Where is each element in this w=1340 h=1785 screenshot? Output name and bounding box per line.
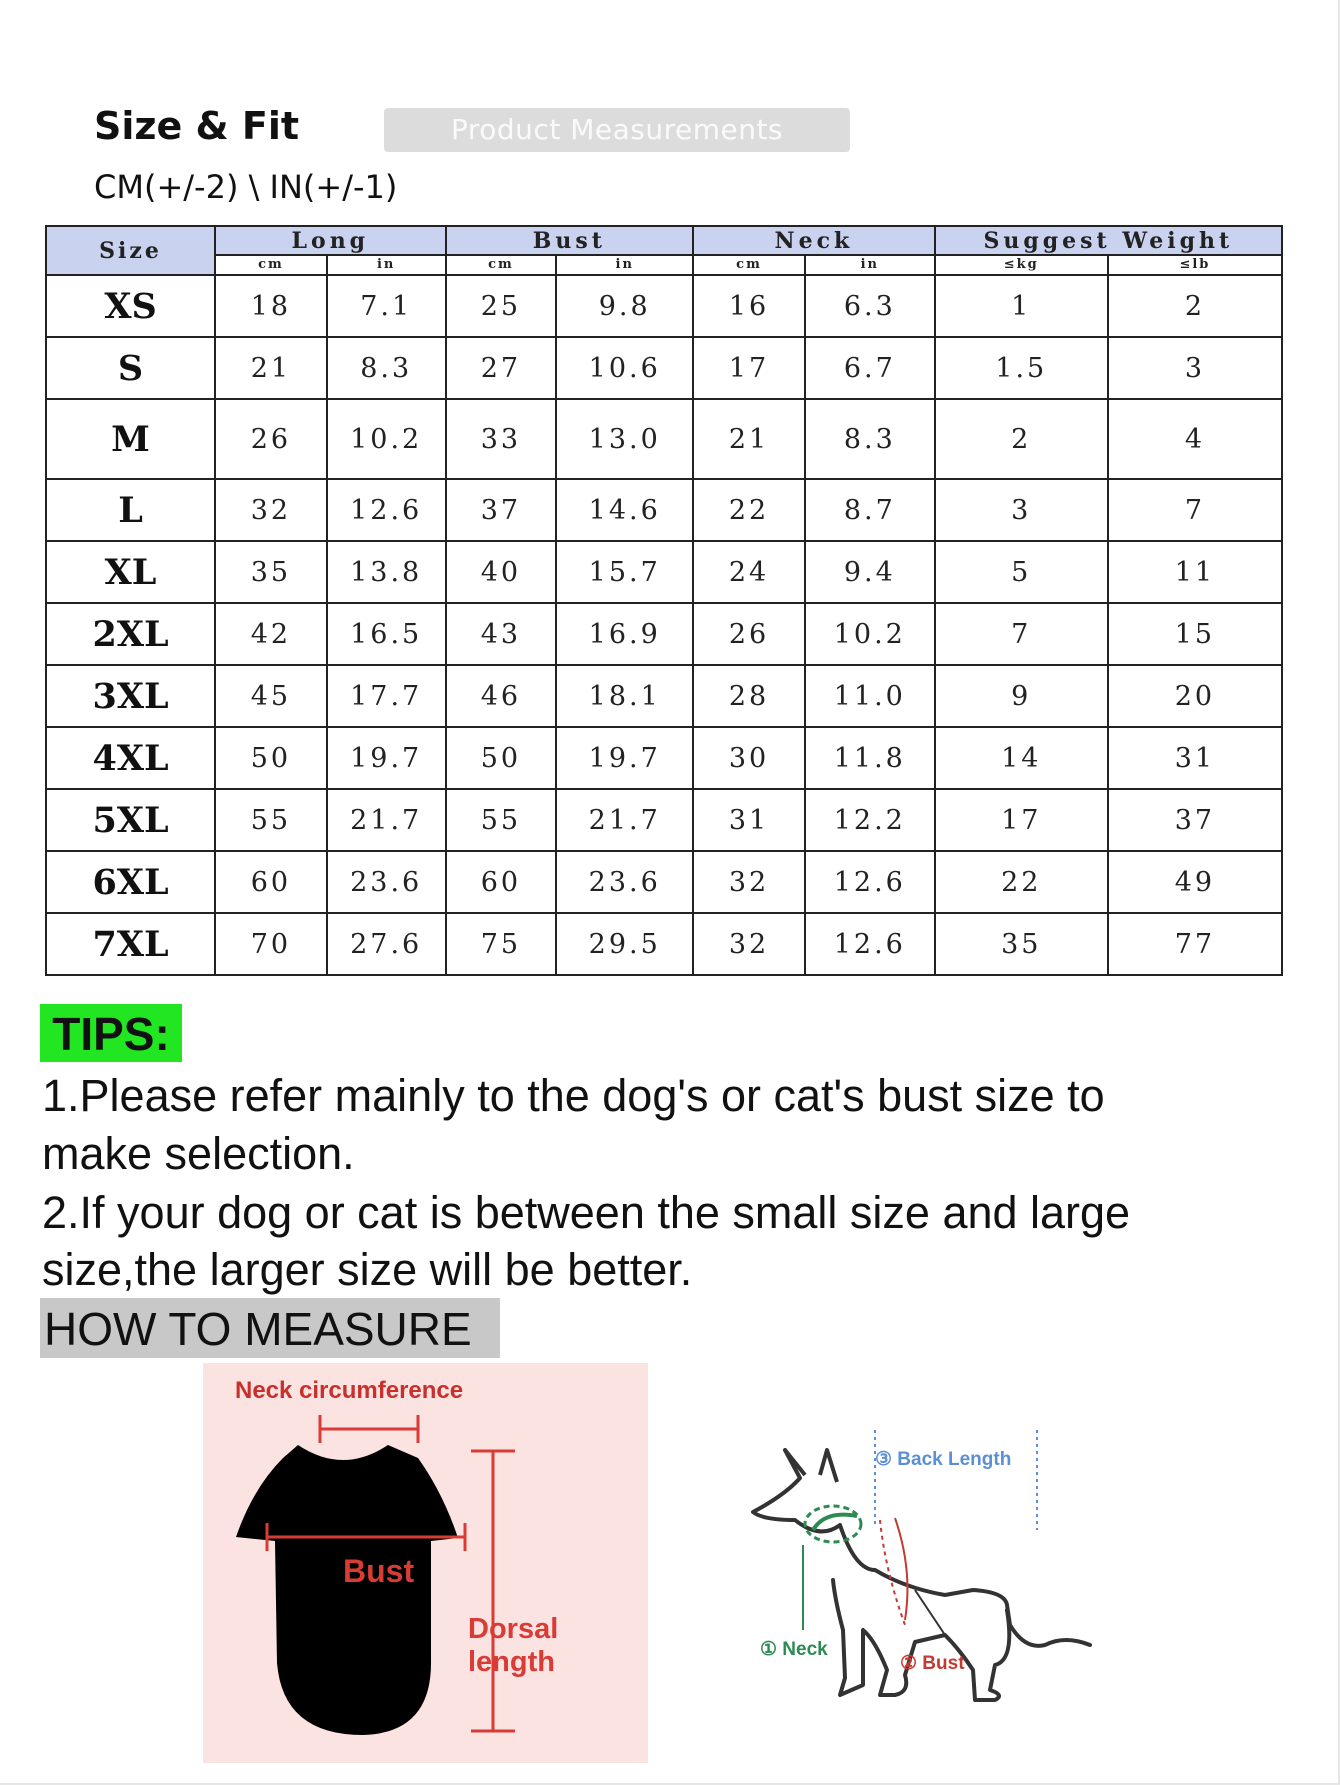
measurement-cell: 25	[446, 275, 557, 337]
measurement-cell: 21	[215, 337, 327, 399]
measurement-cell: 9.8	[556, 275, 693, 337]
measurement-cell: 49	[1108, 851, 1282, 913]
tip-line: 2.If your dog or cat is between the small size and large	[42, 1187, 1131, 1238]
measurement-cell: 28	[693, 665, 805, 727]
header-size: Size	[46, 226, 215, 275]
size-cell: M	[46, 399, 215, 479]
measurement-cell: 7	[1108, 479, 1282, 541]
size-cell: 3XL	[46, 665, 215, 727]
measurement-cell: 46	[446, 665, 557, 727]
measurement-cell: 22	[693, 479, 805, 541]
measurement-cell: 24	[693, 541, 805, 603]
measurement-cell: 9	[935, 665, 1108, 727]
table-row	[46, 337, 1282, 399]
table-row	[46, 603, 1282, 665]
product-measurements-badge: Product Measurements	[384, 108, 850, 152]
measurement-cell: 13.8	[327, 541, 446, 603]
size-table	[45, 225, 1283, 976]
measurement-cell: 9.4	[805, 541, 935, 603]
measurement-cell: 3	[1108, 337, 1282, 399]
measurement-cell: 12.6	[805, 913, 935, 975]
measurement-cell: 21	[693, 399, 805, 479]
measurement-cell: 22	[935, 851, 1108, 913]
measurement-cell: 60	[215, 851, 327, 913]
measurement-cell: 12.6	[805, 851, 935, 913]
table-row	[46, 851, 1282, 913]
measurement-cell: 37	[1108, 789, 1282, 851]
unit-cell: cm	[215, 255, 327, 275]
dog-measure-diagram	[745, 1420, 1105, 1720]
tip-line: make selection.	[42, 1128, 355, 1179]
header-bust: Bust	[446, 226, 694, 255]
measurement-cell: 3	[935, 479, 1108, 541]
unit-cell: in	[805, 255, 935, 275]
table-row	[46, 479, 1282, 541]
measurement-cell: 18.1	[556, 665, 693, 727]
header-suggest-weight: Suggest Weight	[935, 226, 1282, 255]
measurement-cell: 11.8	[805, 727, 935, 789]
measurement-cell: 43	[446, 603, 557, 665]
table-row	[46, 665, 1282, 727]
dog-neck-label: ① Neck	[760, 1639, 828, 1660]
measurement-cell: 12.6	[327, 479, 446, 541]
measurement-cell: 10.2	[805, 603, 935, 665]
bust-label: Bust	[343, 1553, 415, 1589]
measurement-cell: 75	[446, 913, 557, 975]
size-cell: S	[46, 337, 215, 399]
size-cell: 4XL	[46, 727, 215, 789]
measurement-cell: 20	[1108, 665, 1282, 727]
dog-bust-label: ② Bust	[900, 1653, 965, 1674]
measurement-cell: 55	[446, 789, 557, 851]
tip-line: 1.Please refer mainly to the dog's or cat's bust size to	[42, 1070, 1105, 1121]
measurement-cell: 26	[215, 399, 327, 479]
table-row	[46, 727, 1282, 789]
measurement-cell: 15.7	[556, 541, 693, 603]
measurement-cell: 8.3	[805, 399, 935, 479]
size-cell: XL	[46, 541, 215, 603]
measurement-cell: 16.5	[327, 603, 446, 665]
measurement-cell: 15	[1108, 603, 1282, 665]
measurement-cell: 2	[1108, 275, 1282, 337]
measurement-cell: 29.5	[556, 913, 693, 975]
measurement-cell: 11.0	[805, 665, 935, 727]
measurement-cell: 8.7	[805, 479, 935, 541]
measurement-cell: 23.6	[327, 851, 446, 913]
measurement-cell: 31	[1108, 727, 1282, 789]
measurement-cell: 32	[693, 851, 805, 913]
measurement-cell: 5	[935, 541, 1108, 603]
measurement-cell: 12.2	[805, 789, 935, 851]
table-group-header	[46, 226, 1282, 255]
measurement-cell: 10.6	[556, 337, 693, 399]
measurement-cell: 77	[1108, 913, 1282, 975]
measurement-cell: 17	[935, 789, 1108, 851]
measurement-cell: 55	[215, 789, 327, 851]
measurement-cell: 6.7	[805, 337, 935, 399]
measurement-cell: 45	[215, 665, 327, 727]
size-cell: 5XL	[46, 789, 215, 851]
header-neck: Neck	[693, 226, 935, 255]
measurement-cell: 4	[1108, 399, 1282, 479]
measurement-cell: 19.7	[556, 727, 693, 789]
measurement-cell: 27.6	[327, 913, 446, 975]
header-long: Long	[215, 226, 445, 255]
measurement-cell: 60	[446, 851, 557, 913]
measurement-cell: 35	[935, 913, 1108, 975]
tip-line: size,the larger size will be better.	[42, 1244, 693, 1295]
measurement-cell: 1	[935, 275, 1108, 337]
measurement-cell: 7	[935, 603, 1108, 665]
measurement-cell: 6.3	[805, 275, 935, 337]
measurement-cell: 33	[446, 399, 557, 479]
measurement-cell: 11	[1108, 541, 1282, 603]
table-row	[46, 913, 1282, 975]
neck-circumference-label: Neck circumference	[235, 1377, 464, 1404]
unit-cell: cm	[693, 255, 805, 275]
measurement-cell: 18	[215, 275, 327, 337]
measurement-cell: 10.2	[327, 399, 446, 479]
measurement-cell: 17.7	[327, 665, 446, 727]
tips-label: TIPS:	[40, 1004, 182, 1062]
measurement-cell: 21.7	[556, 789, 693, 851]
how-to-measure-label: HOW TO MEASURE	[40, 1298, 500, 1358]
page-title: Size & Fit	[94, 104, 300, 148]
table-row	[46, 541, 1282, 603]
measurement-cell: 8.3	[327, 337, 446, 399]
measurement-cell: 40	[446, 541, 557, 603]
measurement-cell: 70	[215, 913, 327, 975]
measurement-cell: 32	[215, 479, 327, 541]
shirt-measure-diagram	[203, 1363, 648, 1763]
back-length-label: ③ Back Length	[875, 1449, 1012, 1470]
tolerance-note: CM(+/-2) \ IN(+/-1)	[94, 168, 398, 206]
table-row	[46, 399, 1282, 479]
size-cell: 2XL	[46, 603, 215, 665]
unit-cell: ≤kg	[935, 255, 1108, 275]
dorsal-length-label: Dorsal length	[468, 1613, 559, 1678]
measurement-cell: 1.5	[935, 337, 1108, 399]
measurement-cell: 19.7	[327, 727, 446, 789]
unit-cell: in	[327, 255, 446, 275]
size-cell: L	[46, 479, 215, 541]
measurement-cell: 37	[446, 479, 557, 541]
measurement-cell: 14	[935, 727, 1108, 789]
measurement-cell: 2	[935, 399, 1108, 479]
shirt-illustration	[203, 1363, 648, 1763]
measurement-cell: 27	[446, 337, 557, 399]
table-unit-header	[46, 255, 1282, 275]
measurement-cell: 32	[693, 913, 805, 975]
measurement-cell: 50	[215, 727, 327, 789]
measurement-cell: 13.0	[556, 399, 693, 479]
size-cell: 7XL	[46, 913, 215, 975]
table-body	[46, 275, 1282, 975]
measurement-cell: 50	[446, 727, 557, 789]
measurement-cell: 21.7	[327, 789, 446, 851]
measurement-cell: 17	[693, 337, 805, 399]
measurement-cell: 35	[215, 541, 327, 603]
size-cell: 6XL	[46, 851, 215, 913]
measurement-cell: 16.9	[556, 603, 693, 665]
size-cell: XS	[46, 275, 215, 337]
measurement-cell: 23.6	[556, 851, 693, 913]
table-row	[46, 275, 1282, 337]
measurement-cell: 42	[215, 603, 327, 665]
unit-cell: cm	[446, 255, 557, 275]
unit-cell: ≤lb	[1108, 255, 1282, 275]
measurement-cell: 31	[693, 789, 805, 851]
measurement-cell: 30	[693, 727, 805, 789]
measurement-cell: 26	[693, 603, 805, 665]
measurement-cell: 14.6	[556, 479, 693, 541]
unit-cell: in	[556, 255, 693, 275]
measurement-cell: 7.1	[327, 275, 446, 337]
measurement-cell: 16	[693, 275, 805, 337]
table-row	[46, 789, 1282, 851]
